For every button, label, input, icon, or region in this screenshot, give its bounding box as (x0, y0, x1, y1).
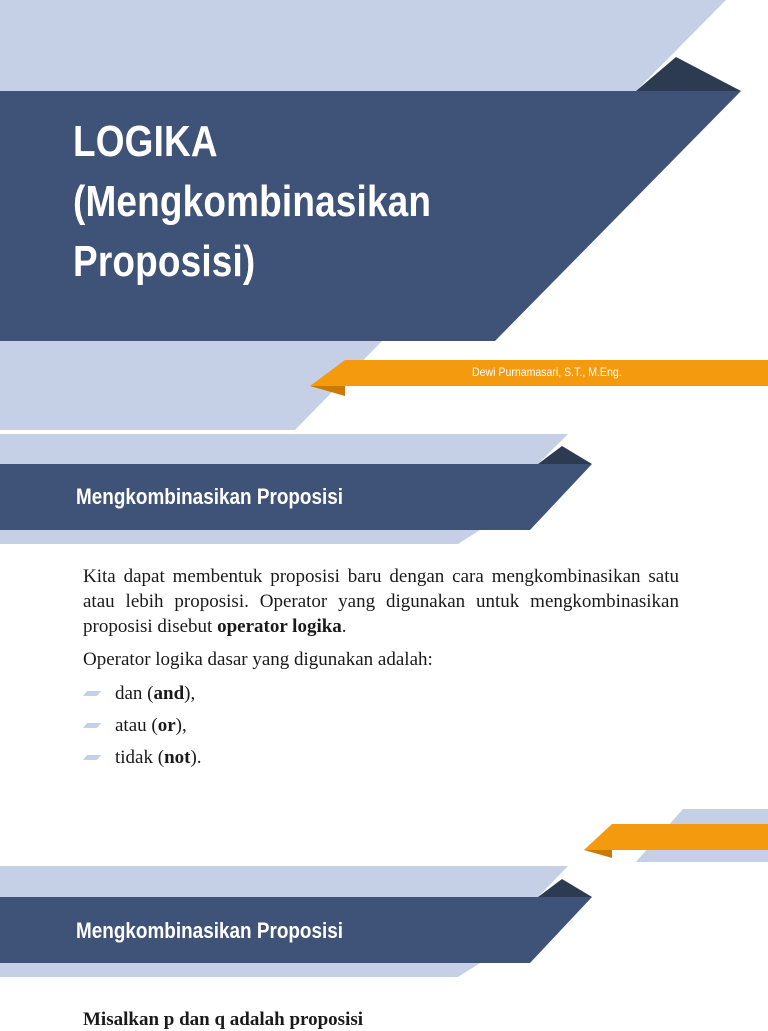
title-line-3: Proposisi) (73, 237, 256, 286)
intro-text: Kita dapat membentuk proposisi baru dengan cara mengkombinasikan satu atau lebih proposisi. Operator yang digunakan untuk mengkombinasikan proposisi disebut (83, 566, 679, 637)
bullet-icon (83, 691, 101, 696)
section-title: Mengkombinasikan Proposisi (76, 484, 344, 509)
bullet-bold: not (164, 747, 191, 768)
bullet-text-end: ). (190, 747, 202, 768)
slide-body (83, 564, 679, 774)
author-name: Dewi Purnamasari, S.T., M.Eng. (472, 365, 622, 379)
content-slide-2-decoration (0, 866, 768, 1024)
bullet-icon (83, 755, 101, 760)
partial-text: Misalkan p dan q adalah proposisi (83, 1009, 364, 1030)
section-title: Mengkombinasikan Proposisi (76, 918, 344, 943)
content-slide-2 (0, 866, 768, 1024)
bullet-text-end: ), (175, 715, 187, 736)
title-line-2: (Mengkombinasikan (73, 177, 432, 226)
intro-bold-term: operator logika (217, 616, 342, 637)
content-slide (0, 434, 768, 862)
list-item (83, 710, 679, 742)
list-item (83, 742, 679, 774)
title-slide (0, 0, 768, 430)
operator-list (83, 678, 679, 774)
operators-intro: Operator logika dasar yang digunakan adalah: (83, 649, 433, 670)
bullet-text: atau ( (115, 715, 158, 736)
bullet-text: dan ( (115, 683, 154, 704)
intro-paragraph (83, 564, 679, 639)
list-item (83, 678, 679, 710)
title-line-1: LOGIKA (73, 117, 218, 166)
bullet-text: tidak ( (115, 747, 165, 768)
presentation-title (73, 112, 431, 292)
bullet-bold: or (157, 715, 176, 736)
bullet-text-end: ), (184, 683, 196, 704)
bullet-bold: and (153, 683, 185, 704)
bullet-icon (83, 723, 101, 728)
intro-end: . (341, 616, 347, 637)
